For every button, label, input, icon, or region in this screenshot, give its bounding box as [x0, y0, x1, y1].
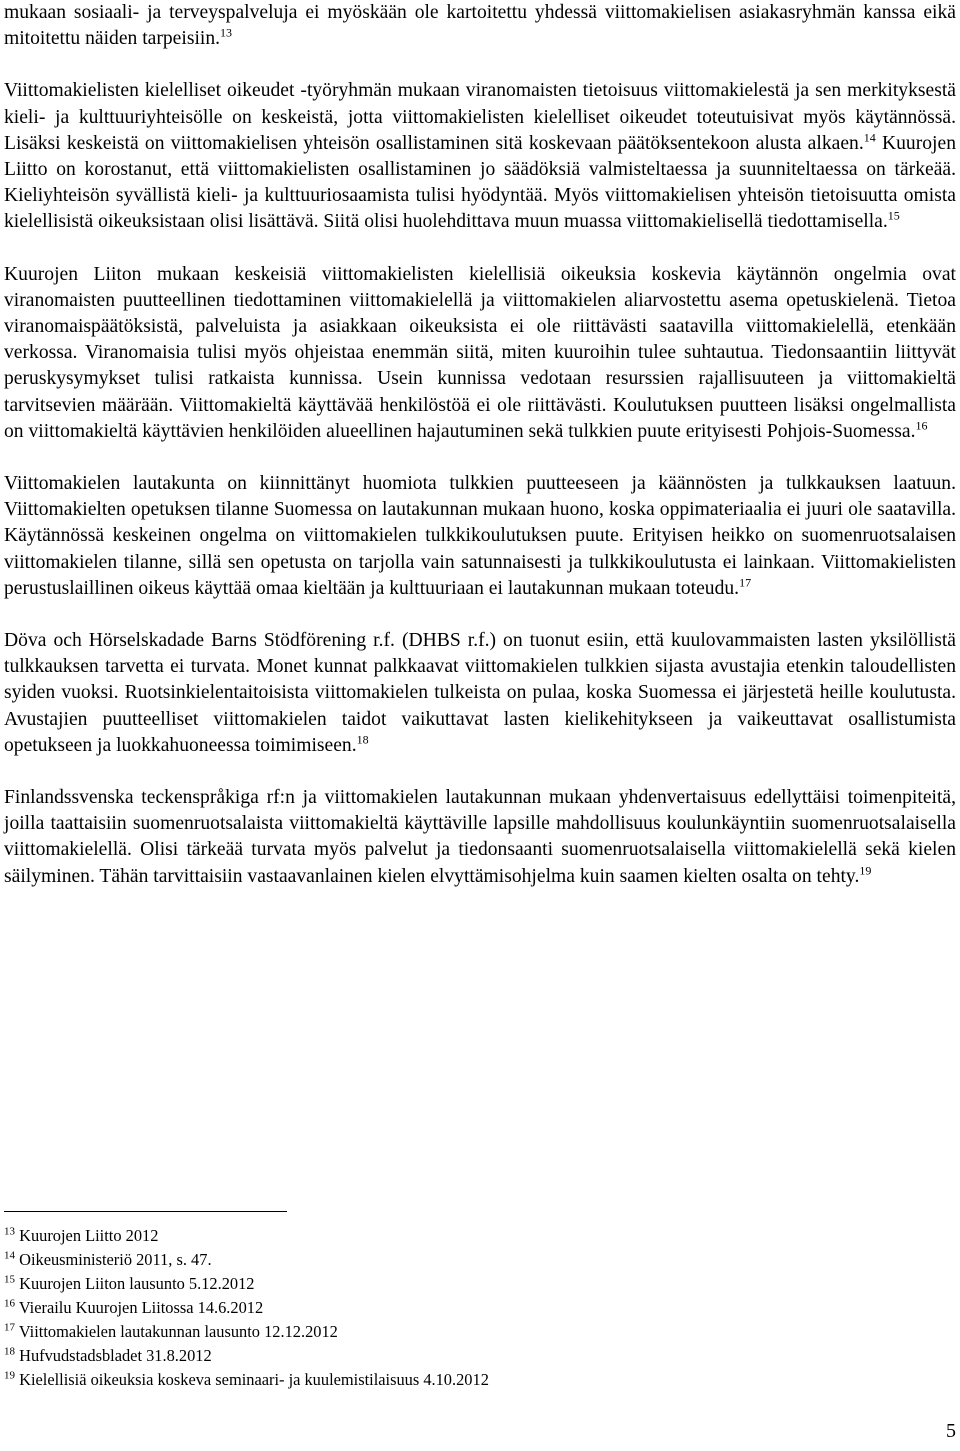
footnote-text: Viittomakielen lautakunnan lausunto 12.12.2012: [18, 1322, 338, 1341]
footnote-item: [4, 1272, 944, 1296]
footnote-number: 18: [4, 1345, 15, 1358]
footnote-ref[interactable]: 18: [356, 732, 369, 747]
paragraph-gap: [4, 759, 956, 785]
footnote-number: 13: [4, 1225, 15, 1238]
footnote-ref[interactable]: 15: [887, 208, 900, 223]
footnote-list: [4, 1224, 944, 1392]
paragraph-intro-continuation: [4, 0, 956, 52]
footnote-ref[interactable]: 16: [915, 418, 928, 433]
paragraph-gap: [4, 602, 956, 628]
footnote-item: [4, 1248, 944, 1272]
footnote-item: [4, 1368, 944, 1392]
footnote-text: Kuurojen Liitto 2012: [19, 1226, 159, 1245]
footnote-text: Kuurojen Liiton lausunto 5.12.2012: [19, 1274, 255, 1293]
paragraph-finland-swedish: [4, 785, 956, 890]
footnote-text: Kielellisiä oikeuksia koskeva seminaari- ja kuulemistilaisuus 4.10.2012: [19, 1370, 489, 1389]
paragraph-sign-language-board: [4, 471, 956, 602]
paragraph-gap: [4, 52, 956, 78]
footnote-item: [4, 1320, 944, 1344]
footnote-item: [4, 1344, 944, 1368]
footnote-item: [4, 1224, 944, 1248]
paragraph-text: Viittomakielisten kielelliset oikeudet -työryhmän mukaan viranomaisten tietoisuus viittomakielestä ja sen merkityksestä kieli- ja kulttuuriyhteisölle on keskeistä, jotta viittomakielisten kielelliset oikeudet toteutuisivat myös käytännössä. Lisäksi keskeistä on viittomakielisen yhteisön osallistaminen sitä koskevaan päätöksentekoon alusta alkaen.: [4, 80, 956, 154]
paragraph-text: Finlandssvenska teckenspråkiga rf:n ja viittomakielen lautakunnan mukaan yhdenvertaisuus edellyttäisi toimenpiteitä, joilla taattaisiin suomenruotsalaista viittomakieltä käyttäville lapsille mahdollisuus koulunkäyntiin suomenruotsalaisella viittomakielellä. Olisi tärkeää turvata myös palvelut ja tiedonsaanti suomenruotsalaisella viittomakielellä sekä kielen säilyminen. Tähän tarvittaisiin vastaavanlainen kielen elvyttämisohjelma kuin saamen kielten osalta on tehty.: [4, 787, 956, 887]
footnote-ref[interactable]: 13: [220, 25, 233, 40]
footnote-ref[interactable]: 17: [739, 575, 752, 590]
paragraph-text: Viittomakielen lautakunta on kiinnittänyt huomiota tulkkien puutteeseen ja käännösten ja tulkkauksen laatuun. Viittomakielten opetuksen tilanne Suomessa on lautakunnan mukaan huono, koska oppimateriaalia ei juuri ole saatavilla. Käytännössä keskeinen ongelma on viittomakielen tulkkikoulutuksen puute. Erityisen heikko on suomenruotsalaisen viittomakielen tilanne, sillä sen opetusta on tarjolla vain satunnaisesti ja tulkkikoulutusta ei lainkaan. Viittomakielisten perustuslaillinen oikeus käyttää omaa kieltään ja kulttuuriaan ei lautakunnan mukaan toteudu.: [4, 473, 956, 599]
paragraph-dhbs: [4, 628, 956, 759]
paragraph-deaf-association: [4, 262, 956, 445]
paragraph-text: Döva och Hörselskadade Barns Stödförening r.f. (DHBS r.f.) on tuonut esiin, että kuulovammaisten lasten yksilöllistä tulkkauksen tarvetta ei turvata. Monet kunnat palkkaavat viittomakielen tulkkien sijasta avustajia etenkin taloudellisten syiden vuoksi. Ruotsinkielentaitoisista viittomakielen tulkeista on pulaa, koska Suomessa ei järjestetä heille koulutusta. Avustajien puutteelliset viittomakielen taidot vaikuttavat lasten kielikehitykseen ja vaikeuttavat osallistumista opetukseen ja luokkahuoneessa toimimiseen.: [4, 630, 956, 756]
paragraph-gap: [4, 236, 956, 262]
footnote-number: 17: [4, 1321, 15, 1334]
paragraph-gap: [4, 445, 956, 471]
footnote-number: 14: [4, 1249, 15, 1262]
footnote-number: 19: [4, 1369, 15, 1382]
footnote-text: Oikeusministeriö 2011, s. 47.: [19, 1250, 212, 1269]
footnote-number: 15: [4, 1273, 15, 1286]
document-body: [4, 0, 956, 890]
footnote-ref[interactable]: 19: [859, 863, 872, 878]
paragraph-text: mukaan sosiaali- ja terveyspalveluja ei myöskään ole kartoitettu yhdessä viittomakielisen asiakasryhmän kanssa eikä mitoitettu näiden tarpeisiin.: [4, 2, 956, 50]
paragraph-working-group: [4, 78, 956, 235]
footnote-separator: [4, 1211, 287, 1212]
paragraph-text: Kuurojen Liiton mukaan keskeisiä viittomakielisten kielellisiä oikeuksia koskevia käytännön ongelmia ovat viranomaisten puutteellinen tiedottaminen viittomakielellä ja viittomakielen aliarvostettu asema opetuskielenä. Tietoa viranomaispäätöksistä, palveluista ja asiakkaan oikeuksista ei ole riittävästi saatavilla viittomakielellä, etenkään verkossa. Viranomaisia tulisi myös ohjeistaa enemmän siitä, miten kuuroihin tulee suhtautua. Tiedonsaantiin liittyvät peruskysymykset tulisi ratkaista kunnissa. Usein kunnissa vedotaan resurssien rajallisuuteen ja viittomakieltä tarvitsevien määrään. Viittomakieltä käyttävää henkilöstöä ei ole riittävästi. Koulutuksen puutteen lisäksi ongelmallista on viittomakieltä käyttävien henkilöiden alueellinen hajautuminen sekä tulkkien puute erityisesti Pohjois-Suomessa.: [4, 263, 956, 442]
page-number: 5: [946, 1420, 956, 1442]
footnote-text: Hufvudstadsbladet 31.8.2012: [19, 1346, 212, 1365]
footnote-text: Vierailu Kuurojen Liitossa 14.6.2012: [18, 1298, 264, 1317]
footnote-number: 16: [4, 1297, 15, 1310]
footnote-item: [4, 1296, 944, 1320]
footnote-ref[interactable]: 14: [863, 130, 876, 145]
paragraph-text-continuation: Kuurojen Liitto on korostanut, että viittomakielisten osallistaminen jo säädöksiä valmisteltaessa ja suunniteltaessa on tärkeää. Kieliyhteisön syvällistä kieli- ja kulttuuriosaamista tulisi hyödyntää. Myös viittomakielisen yhteisön tietoisuutta omista kielellisistä oikeuksistaan olisi lisättävä. Siitä olisi huolehdittava muun muassa viittomakielisellä tiedottamisella.: [4, 132, 956, 233]
